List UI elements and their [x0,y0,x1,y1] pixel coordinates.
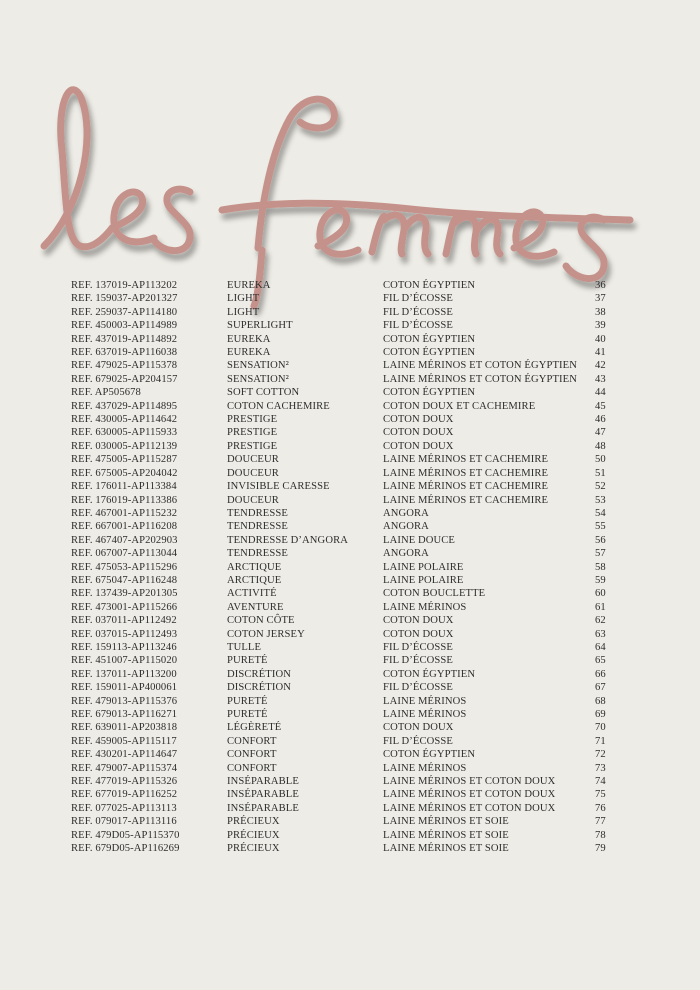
product-name: INSÉPARABLE [227,802,299,814]
product-material: COTON DOUX [383,722,454,734]
product-ref: REF. 450003-AP114989 [71,320,178,332]
product-name: COTON CACHEMIRE [227,400,330,412]
table-row [71,333,631,346]
product-material: FIL D’ÉCOSSE [383,306,453,318]
product-ref: REF. 079017-AP113116 [71,816,177,828]
page-number: 79 [595,843,606,855]
product-material: COTON DOUX [383,414,454,426]
product-ref: REF. 037011-AP112492 [71,615,177,627]
product-ref: REF. 479007-AP115374 [71,762,178,774]
page-number: 43 [595,373,606,385]
product-ref: REF. 479013-AP115376 [71,695,178,707]
product-name: PRÉCIEUX [227,816,280,828]
product-material: LAINE POLAIRE [383,561,464,573]
product-material: LAINE MÉRINOS [383,601,467,613]
page-number: 36 [595,280,606,291]
page-number: 55 [595,521,606,533]
product-ref: REF. 176019-AP113386 [71,494,178,506]
product-name: PRÉCIEUX [227,829,280,841]
product-material: LAINE DOUCE [383,534,456,546]
product-ref: REF. 259037-AP114180 [71,306,178,318]
page-number: 57 [595,548,606,560]
product-name: INVISIBLE CARESSE [227,481,330,493]
table-row [71,400,631,413]
product-name: LÉGÈRETÉ [227,722,282,734]
table-row [71,467,631,480]
product-material: COTON ÉGYPTIEN [383,280,476,291]
product-material: LAINE MÉRINOS ET COTON DOUX [383,789,556,801]
product-name: EUREKA [227,280,271,291]
table-row [71,681,631,694]
page-number: 74 [595,776,606,788]
product-name: PURETÉ [227,655,268,667]
page-number: 63 [595,628,606,640]
product-name: PRÉCIEUX [227,843,280,855]
product-name: SOFT COTTON [227,387,300,399]
page-number: 51 [595,467,606,479]
page-number: 47 [595,427,606,439]
product-ref: REF. 637019-AP116038 [71,347,178,359]
product-ref: REF. AP505678 [71,387,141,399]
product-name: COTON CÔTE [227,615,295,627]
product-name: DOUCEUR [227,494,279,506]
table-row [71,802,631,815]
table-row [71,547,631,560]
product-name: DISCRÉTION [227,682,291,694]
table-row [71,319,631,332]
product-material: ANGORA [383,521,429,533]
product-name: PRESTIGE [227,414,278,426]
product-ref: REF. 475053-AP115296 [71,561,178,573]
product-ref: REF. 176011-AP113384 [71,481,177,493]
product-name: LIGHT [227,306,260,318]
page-number: 50 [595,454,606,466]
table-row [71,601,631,614]
table-row [71,842,631,855]
product-ref: REF. 451007-AP115020 [71,655,178,667]
product-name: CONFORT [227,749,277,761]
product-material: LAINE MÉRINOS ET CACHEMIRE [383,494,549,506]
table-row [71,440,631,453]
table-row [71,721,631,734]
product-index-table [71,279,631,855]
product-ref: REF. 677019-AP116252 [71,789,178,801]
table-row [71,453,631,466]
table-row [71,775,631,788]
product-material: FIL D’ÉCOSSE [383,682,453,694]
page-number: 70 [595,722,606,734]
product-ref: REF. 437019-AP114892 [71,333,178,345]
product-material: FIL D’ÉCOSSE [383,320,453,332]
product-material: LAINE MÉRINOS [383,695,467,707]
product-material: FIL D’ÉCOSSE [383,655,453,667]
product-ref: REF. 667001-AP116208 [71,521,178,533]
table-row [71,587,631,600]
table-row [71,426,631,439]
table-row [71,359,631,372]
product-material: COTON ÉGYPTIEN [383,668,476,680]
table-row [71,614,631,627]
page-number: 59 [595,574,606,586]
product-ref: REF. 479025-AP115378 [71,360,178,372]
page-number: 77 [595,816,606,828]
table-row [71,788,631,801]
product-ref: REF. 430005-AP114642 [71,414,178,426]
table-row [71,748,631,761]
product-material: COTON ÉGYPTIEN [383,333,476,345]
product-ref: REF. 137019-AP113202 [71,280,178,291]
product-ref: REF. 679025-AP204157 [71,373,178,385]
product-ref: REF. 479D05-AP115370 [71,829,180,841]
product-name: ACTIVITÉ [227,588,277,600]
product-material: LAINE MÉRINOS [383,762,467,774]
product-name: COTON JERSEY [227,628,305,640]
product-ref: REF. 467407-AP202903 [71,534,178,546]
product-material: COTON DOUX [383,628,454,640]
product-name: INSÉPARABLE [227,776,299,788]
table-row [71,668,631,681]
page-number: 65 [595,655,606,667]
product-name: CONFORT [227,762,277,774]
product-name: EUREKA [227,347,271,359]
page-number: 58 [595,561,606,573]
product-name: SUPERLIGHT [227,320,293,332]
page-number: 76 [595,802,606,814]
table-row [71,708,631,721]
product-ref: REF. 437029-AP114895 [71,400,178,412]
product-material: LAINE MÉRINOS ET COTON DOUX [383,802,556,814]
product-ref: REF. 630005-AP115933 [71,427,178,439]
table-row [71,628,631,641]
product-ref: REF. 473001-AP115266 [71,601,178,613]
table-row [71,815,631,828]
product-ref: REF. 675005-AP204042 [71,467,178,479]
page-number: 42 [595,360,606,372]
product-material: LAINE MÉRINOS ET COTON DOUX [383,776,556,788]
product-ref: REF. 430201-AP114647 [71,749,178,761]
product-material: LAINE POLAIRE [383,574,464,586]
product-ref: REF. 159113-AP113246 [71,641,177,653]
product-ref: REF. 679013-AP116271 [71,709,178,720]
product-material: LAINE MÉRINOS ET CACHEMIRE [383,467,549,479]
product-material: COTON ÉGYPTIEN [383,347,476,359]
product-name: CONFORT [227,735,277,747]
product-material: LAINE MÉRINOS [383,709,467,720]
table-row [71,735,631,748]
product-name: PURETÉ [227,695,268,707]
product-ref: REF. 459005-AP115117 [71,735,177,747]
product-ref: REF. 467001-AP115232 [71,507,178,519]
page-number: 37 [595,293,606,305]
page-number: 64 [595,641,606,653]
page-number: 66 [595,668,606,680]
table-row [71,641,631,654]
table-row [71,654,631,667]
product-material: ANGORA [383,507,429,519]
product-ref: REF. 639011-AP203818 [71,722,178,734]
product-name: PURETÉ [227,709,268,720]
table-row [71,762,631,775]
product-material: COTON DOUX [383,615,454,627]
page-number: 60 [595,588,606,600]
product-ref: REF. 675047-AP116248 [71,574,178,586]
table-row [71,561,631,574]
page-number: 73 [595,762,606,774]
page-number: 44 [595,387,606,399]
product-material: FIL D’ÉCOSSE [383,735,453,747]
product-name: TENDRESSE [227,507,288,519]
table-row [71,386,631,399]
page-number: 75 [595,789,606,801]
product-material: LAINE MÉRINOS ET CACHEMIRE [383,481,549,493]
product-ref: REF. 037015-AP112493 [71,628,178,640]
table-row [71,346,631,359]
page-number: 45 [595,400,606,412]
table-row [71,292,631,305]
page-number: 68 [595,695,606,707]
page-number: 52 [595,481,606,493]
product-material: FIL D’ÉCOSSE [383,293,453,305]
page-number: 69 [595,709,606,720]
product-ref: REF. 067007-AP113044 [71,548,178,560]
product-name: TENDRESSE D’ANGORA [227,534,348,546]
table-row [71,306,631,319]
product-name: SENSATION² [227,373,289,385]
page-number: 62 [595,615,606,627]
product-ref: REF. 475005-AP115287 [71,454,178,466]
page-number: 40 [595,333,606,345]
page-number: 41 [595,347,606,359]
table-row [71,279,631,292]
table-row [71,829,631,842]
page-number: 72 [595,749,606,761]
product-ref: REF. 137439-AP201305 [71,588,178,600]
product-name: EUREKA [227,333,271,345]
product-material: LAINE MÉRINOS ET SOIE [383,816,509,828]
product-name: PRESTIGE [227,427,278,439]
table-row [71,494,631,507]
product-name: TENDRESSE [227,548,288,560]
product-name: DISCRÉTION [227,668,291,680]
product-name: ARCTIQUE [227,561,282,573]
product-ref: REF. 159011-AP400061 [71,682,178,694]
page-number: 39 [595,320,606,332]
product-material: FIL D’ÉCOSSE [383,641,453,653]
product-ref: REF. 477019-AP115326 [71,776,178,788]
page-number: 61 [595,601,606,613]
product-material: LAINE MÉRINOS ET SOIE [383,829,509,841]
product-ref: REF. 137011-AP113200 [71,668,177,680]
table-row [71,373,631,386]
table-row [71,534,631,547]
product-material: LAINE MÉRINOS ET COTON ÉGYPTIEN [383,360,577,372]
product-material: LAINE MÉRINOS ET CACHEMIRE [383,454,549,466]
table-row [71,413,631,426]
page-number: 56 [595,534,606,546]
table-row [71,520,631,533]
product-material: LAINE MÉRINOS ET COTON ÉGYPTIEN [383,373,577,385]
product-material: COTON ÉGYPTIEN [383,749,476,761]
table-row [71,507,631,520]
page-number: 38 [595,306,606,318]
product-material: COTON DOUX [383,440,454,452]
product-name: TULLE [227,641,262,653]
page-number: 67 [595,682,606,694]
product-name: DOUCEUR [227,454,279,466]
page-number: 53 [595,494,606,506]
table-row [71,574,631,587]
product-name: TENDRESSE [227,521,288,533]
product-name: AVENTURE [227,601,284,613]
page-number: 71 [595,735,606,747]
product-material: COTON DOUX ET CACHEMIRE [383,400,536,412]
product-name: DOUCEUR [227,467,279,479]
page-number: 78 [595,829,606,841]
product-name: INSÉPARABLE [227,789,299,801]
product-ref: REF. 030005-AP112139 [71,440,178,452]
product-material: COTON BOUCLETTE [383,588,486,600]
product-ref: REF. 077025-AP113113 [71,802,177,814]
product-ref: REF. 679D05-AP116269 [71,843,180,855]
product-material: COTON DOUX [383,427,454,439]
product-material: COTON ÉGYPTIEN [383,387,476,399]
page-number: 54 [595,507,606,519]
product-ref: REF. 159037-AP201327 [71,293,178,305]
product-name: PRESTIGE [227,440,278,452]
product-material: LAINE MÉRINOS ET SOIE [383,843,509,855]
page-number: 46 [595,414,606,426]
page-number: 48 [595,440,606,452]
product-name: LIGHT [227,293,260,305]
table-row [71,695,631,708]
product-material: ANGORA [383,548,429,560]
table-row [71,480,631,493]
product-name: SENSATION² [227,360,289,372]
product-name: ARCTIQUE [227,574,282,586]
